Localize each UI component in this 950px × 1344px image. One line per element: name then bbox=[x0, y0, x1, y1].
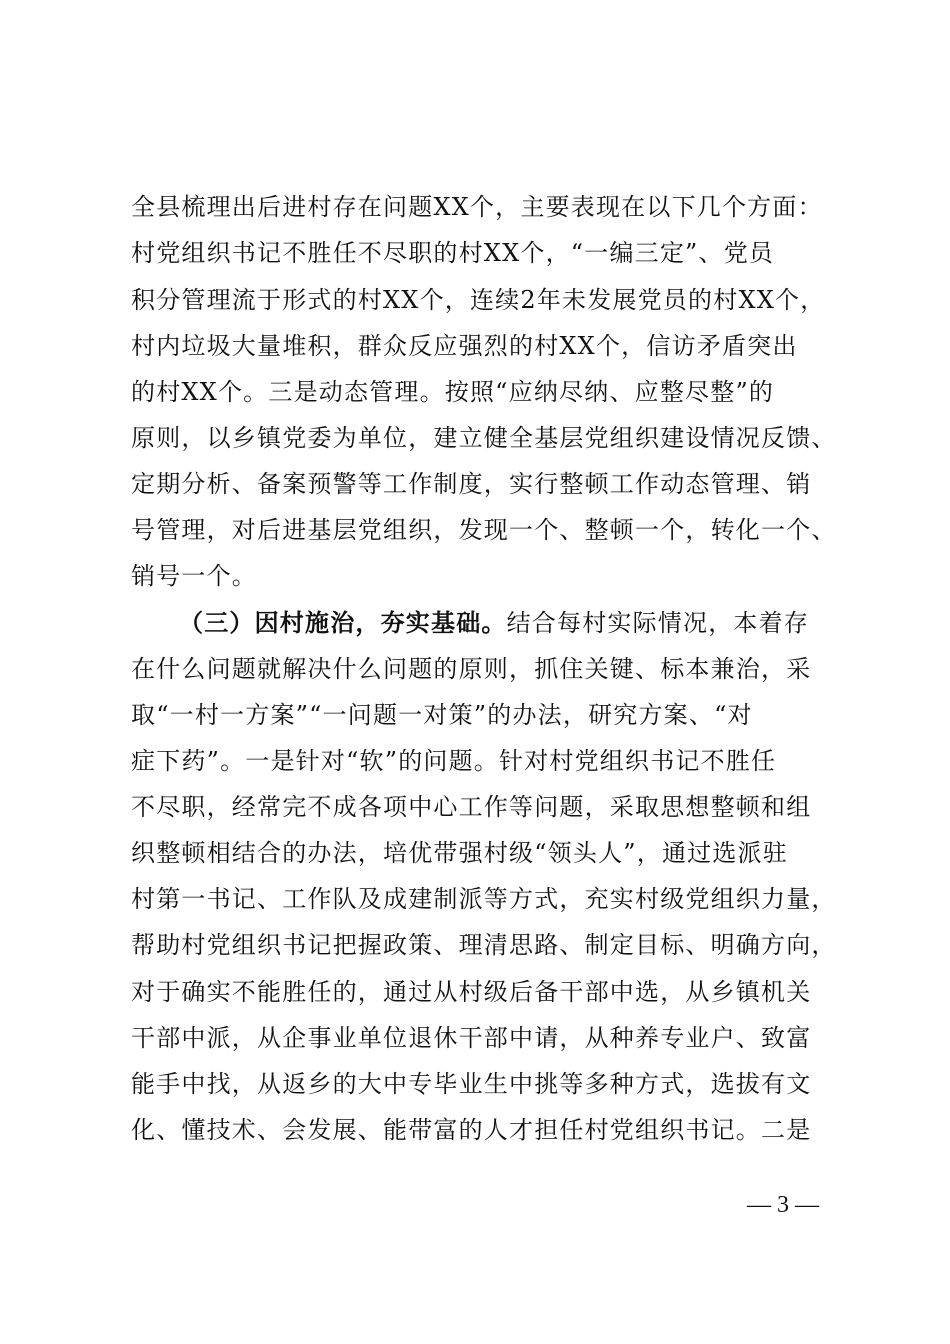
section-first-line-text: 结合每村实际情况，本着存 bbox=[506, 609, 810, 637]
text-line: 对于确实不能胜任的，通过从村级后备干部中选，从乡镇机关 bbox=[131, 978, 812, 1006]
text-line: 能手中找，从返乡的大中专毕业生中挑等多种方式，选拔有文 bbox=[131, 1070, 812, 1098]
text-line: 不尽职，经常完不成各项中心工作等问题，采取思想整顿和组 bbox=[131, 793, 812, 821]
text-line: 号管理，对后进基层党组织，发现一个、整顿一个，转化一个、 bbox=[131, 516, 837, 544]
text-line: 全县梳理出后进村存在问题XX个，主要表现在以下几个方面： bbox=[131, 193, 823, 221]
text-line: 原则，以乡镇党委为单位，建立健全基层党组织建设情况反馈、 bbox=[131, 424, 837, 452]
text-line: 干部中派，从企事业单位退休干部中请，从种养专业户、致富 bbox=[131, 1024, 812, 1052]
text-line: 织整顿相结合的办法，培优带强村级“领头人”，通过选派驻 bbox=[131, 839, 788, 867]
text-line: 的村XX个。三是动态管理。按照“应纳尽纳、应整尽整”的 bbox=[131, 378, 775, 406]
text-line: 村第一书记、工作队及成建制派等方式，充实村级党组织力量， bbox=[131, 885, 837, 913]
section-heading: （三）因村施治，夯实基础。 bbox=[179, 609, 507, 637]
text-line: 销号一个。 bbox=[131, 562, 257, 590]
text-line: 定期分析、备案预警等工作制度，实行整顿工作动态管理、销 bbox=[131, 470, 812, 498]
text-line: 帮助村党组织书记把握政策、理清思路、制定目标、明确方向， bbox=[131, 931, 837, 959]
text-line: 村内垃圾大量堆积，群众反应强烈的村XX个，信访矛盾突出 bbox=[131, 332, 798, 360]
text-line: 取“一村一方案”“一问题一对策”的办法，研究方案、“对 bbox=[131, 701, 753, 729]
text-line: 村党组织书记不胜任不尽职的村XX个，“一编三定”、党员 bbox=[131, 239, 775, 267]
section-first-line bbox=[179, 607, 846, 639]
text-line: 化、懂技术、会发展、能带富的人才担任村党组织书记。二是 bbox=[131, 1116, 812, 1144]
text-line: 在什么问题就解决什么问题的原则，抓住关键、标本兼治，采 bbox=[131, 655, 812, 683]
text-line: 积分管理流于形式的村XX个，连续2年未发展党员的村XX个， bbox=[131, 286, 826, 314]
page-number: — 3 — bbox=[747, 1192, 819, 1218]
text-line: 症下药”。一是针对“软”的问题。针对村党组织书记不胜任 bbox=[131, 747, 777, 775]
